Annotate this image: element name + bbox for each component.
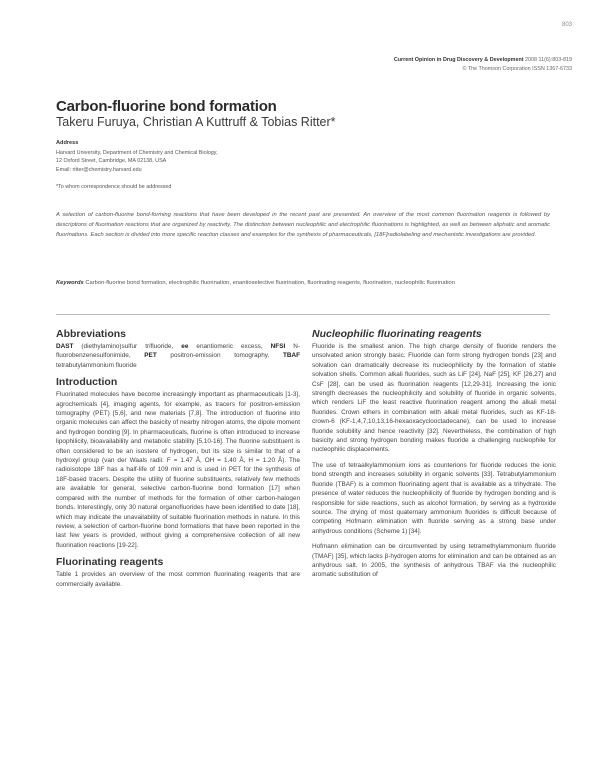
journal-copyright: © The Thomson Corporation ISSN 1367-6733 [462,65,572,72]
abstract: A selection of carbon-fluorine bond-forming reactions that have been developed in the recent past are presented. An overview of the most common fluorination reagents is followed by descriptions of fluorination reactions that are organized by reactivity. The distinction between nucleophilic and electrophilic fluorinations is highlighted, as well as between aliphatic and aromatic fluorinations. Each section is divided into more specific reaction classes and examples for the synthesis of pharmaceuticals, [18F]radiolabeling and mechanistic investigations are provided. [56,212,550,238]
introduction-heading: Introduction [56,376,118,389]
address-line: 12 Oxford Street, Cambridge, MA 02138, USA [56,158,167,165]
abbreviations-heading: Abbreviations [56,328,127,340]
nucleophilic-reagents-heading: Nucleophilic fluorinating reagents [312,328,482,340]
abbrev-term: NFSI [270,343,286,350]
body-paragraph: Fluoride is the smallest anion. The high charge density of fluoride renders the unsolvated anion strongly basic. Fluoride can form strong hydrogen bonds [23] and solvation can dramatically decrease its nucleophilicity by the formation of stable solvation shells. Common alkali fluorides, such as LiF [24], NaF [25], KF [26,27] and CsF [28], can be used as fluorination reagents [12,29-31]. Increasing the ionic strength decreases the nucleophilicity and solubility of fluoride in organic solvents, which renders LiF the least reactive fluorination reagent among the alkali metal fluorides. Crown ethers in combination with alkali metal fluorides, such as KF-18-crown-6 (KF-1,4,7,10,13,16-hexaoxacyclooctadecane), can be used to increase fluoride solubility and hence reactivity [32]. Nevertheless, the combination of high basicity and strong hydrogen bonding makes fluoride a challenging nucleophile for nucleophilic displacements. [312,343,556,454]
keywords [56,278,550,288]
abbrev-term: DAST [56,343,74,350]
article-authors: Takeru Furuya, Christian A Kuttruff & Tobias Ritter* [56,115,336,129]
journal-volume: 2008 11(6):803-819 [523,57,572,63]
abbrev-def: N-fluorobenzenesulfonimide, [56,343,300,360]
address-block [56,149,316,174]
journal-info [394,56,572,73]
keywords-label: Keywords [56,280,84,286]
abbrev-def: positron-emission tomography, [156,352,283,360]
abbrev-term: PET [144,352,157,360]
article-title: Carbon-fluorine bond formation [56,98,277,115]
right-column [312,322,556,586]
keywords-text: Carbon-fluorine bond formation, electrophilic fluorination, enantioselective fluorination, fluorinating reagents, fluorination, nucleophilic fluorination [85,280,455,286]
introduction-paragraph: Fluorinated molecules have become increasingly important as pharmaceuticals [1-3], agrochemicals [4], imaging agents, for example, as tracers for positron-emission tomography (PET) [5,6], and new materials [7,8]. The introduction of fluorine into organic molecules can affect the basicity of nearby nitrogen atoms, the dipole moment and hydrogen bonding [9]. In pharmaceuticals, fluorine is often introduced to increase lipophilicity, bioavailability and metabolic stability [5,10-16]. The fluorine substituent is often considered to be an isostere of hydrogen, but its size is similar to that of a hydroxyl group (van der Waals radii: F = 1.47 Å, OH = 1.40 Å, H = 1.20 Å). The radioisotope 18F has a half-life of 109 min and is used in PET for the synthesis of 18F-based tracers. Despite the utility of fluorine substituents, relatively few methods are available for general, selective carbon-fluorine bond formation [17] when compared with the number of methods for the formation of other carbon-halogen bonds. Interestingly, only 30 natural organofluorides have been identified to date [18], which may indicate the unavailability of suitable fluorination methods in nature. In this review, a selection of carbon-fluorine bond formations that have been reported in the last few years is provided, without giving a comprehensive collection of all new fluorination reactions [19-22]. [56,391,300,549]
page-number: 803 [561,22,572,28]
correspondence-note: *To whom correspondence should be addressed [56,184,172,190]
abbrev-def: tetrabutylammonium fluoride [56,361,137,369]
abbrev-def: (diethylamino)sulfur trifluoride, [73,343,182,350]
abbrev-term: ee [181,343,189,350]
address-label: Address [56,140,79,146]
fluorinating-reagents-paragraph: Table 1 provides an overview of the most common fluorinating reagents that are commercially available. [56,571,300,588]
section-divider [56,314,550,315]
left-column [56,322,300,595]
abbrev-def: enantiomeric excess, [188,343,271,350]
address-line: Harvard University, Department of Chemistry and Chemical Biology, [56,150,218,156]
abbrev-term: TBAF [282,352,300,360]
abbreviations-list [56,342,300,370]
address-email: Email: ritter@chemistry.harvard.edu [56,166,142,173]
body-paragraph: Hofmann elimination can be circumvented by using tetramethylammonium fluoride (TMAF) [35], which lacks β-hydrogen atoms for elimination and can be obtained as an anhydrous salt. In 2005, the synthesis of anhydrous TBAF via the nucleophilic aromatic substitution of [312,543,556,579]
body-paragraph: The use of tetraalkylammonium ions as counterions for fluoride reduces the ionic bond strength and increases solubility in organic solvents [33]. Tetrabutylammonium fluoride (TBAF) is a common fluorinating agent that is available as a trihydrate. The presence of water reduces the nucleophilicity of fluoride by hydrogen bonding and is responsible for side reactions, such as alcohol formation, by serving as a hydroxide source. The drying of most quaternary ammonium fluorides is difficult because of competing Hofmann elimination with fluoride serving as a strong base under anhydrous conditions (Scheme 1) [34]. [312,461,556,535]
fluorinating-reagents-heading: Fluorinating reagents [56,556,164,569]
journal-name: Current Opinion in Drug Discovery & Development [393,57,524,63]
